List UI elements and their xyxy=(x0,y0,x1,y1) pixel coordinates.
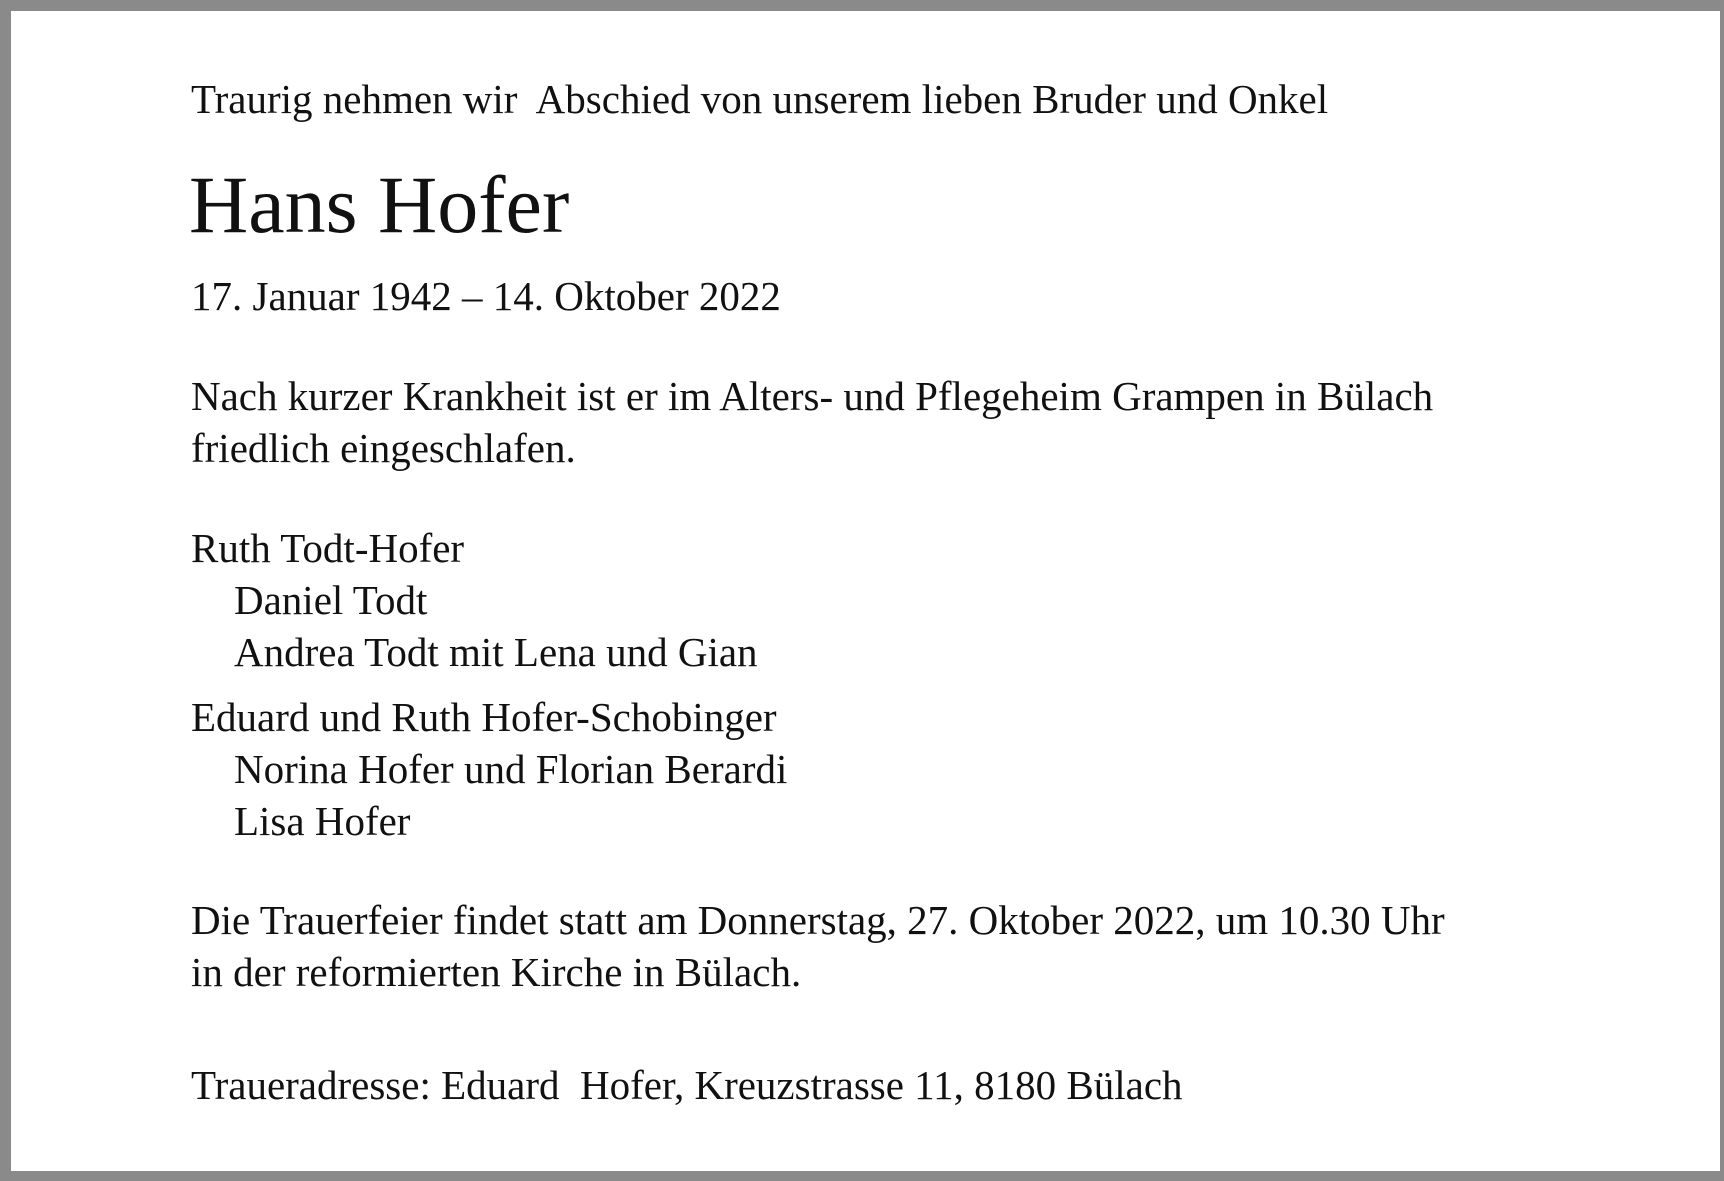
message-line-2: friedlich eingeschlafen. xyxy=(191,425,576,471)
intro-text: Traurig nehmen wir Abschied von unserem lieben Bruder und Onkel xyxy=(191,76,1329,122)
service-line-1: Die Trauerfeier findet statt am Donnerstag, 27. Oktober 2022, um 10.30 Uhr xyxy=(191,897,1445,943)
life-dates: 17. Januar 1942 – 14. Oktober 2022 xyxy=(191,273,781,319)
service-line-2: in der reformierten Kirche in Bülach. xyxy=(191,949,802,995)
message-line-1: Nach kurzer Krankheit ist er im Alters- und Pflegeheim Grampen in Bülach xyxy=(191,373,1434,419)
mourner-main: Eduard und Ruth Hofer-Schobinger xyxy=(191,694,777,740)
mourner-member: Norina Hofer und Florian Berardi xyxy=(234,746,788,792)
mourner-member: Daniel Todt xyxy=(234,577,428,623)
mourner-main: Ruth Todt-Hofer xyxy=(191,525,465,571)
mourner-member: Lisa Hofer xyxy=(234,798,411,844)
mourner-member: Andrea Todt mit Lena und Gian xyxy=(234,629,758,675)
deceased-name: Hans Hofer xyxy=(189,159,570,250)
mourning-address: Traueradresse: Eduard Hofer, Kreuzstrasse 11, 8180 Bülach xyxy=(191,1062,1183,1108)
